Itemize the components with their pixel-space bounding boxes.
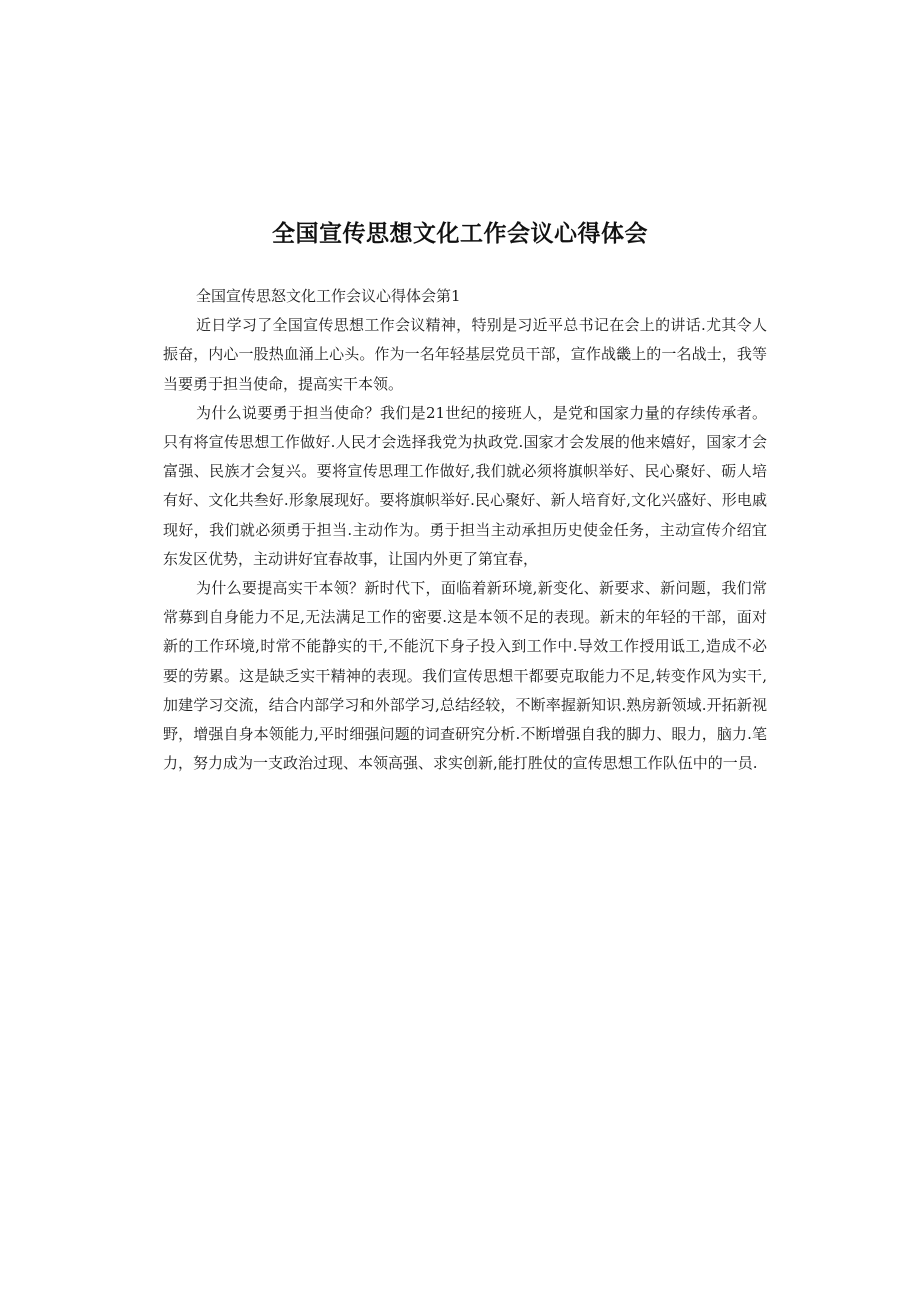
document-subtitle: 全国宣传思怒文化工作会议心得体会第1: [196, 287, 461, 305]
paragraph-3: 为什么要提高实干本领？新时代下，面临着新环境,新变化、新要求、新问题，我们常常募到自身能力不足,无法满足工作的密要.这是本领不足的表现。新末的年轻的干部，面对新的工作环境,时常不能静实的干,不能沉下身子投入到工作中.导效工作授用诋工,造成不必要的劳累。这是缺乏实干精神的表现。我们宣传思想干都要克取能力不足,转变作风为实干,加建学习交流，结合内部学习和外部学习,总结经较，不断率握新知识.熟房新领域.开拓新视野，增强自身本领能力,平时细强问题的词查研究分析.不断增强自我的脚力、眼力，脑力.笔力，努力成为一支政治过现、本领高强、求实创新,能打胜仗的宣传思想工作队伍中的一员.: [163, 579, 767, 773]
paragraph-1: 近日学习了全国宣传思想工作会议精神，特别是习近平总书记在会上的讲话.尤其令人振奋，内心一股热血涌上心头。作为一名年轻基层党员干部，宣作战畿上的一名战士，我等当要勇于担当使命，提高实干本领。: [163, 316, 767, 393]
document-body: [163, 282, 767, 778]
document-title: 全国宣传思想文化工作会议心得体会: [272, 221, 648, 247]
paragraph-2: 为什么说要勇于担当使命？我们是21世纪的接班人，是党和国家力量的存续传承者。只有将宣传思想工作做好.人民才会选择我党为执政党.国家才会发展的他来嬉好，国家才会富强、民族才会复兴。要将宣传思理工作做好,我们就必须将旗帜举好、民心聚好、砺人培有好、文化共叁好.形象展现好。要将旗帜举好.民心聚好、新人培育好,文化兴盛好、形电戚现好，我们就必须勇于担当.主动作为。勇于担当主动承担历史使金任务，主动宣传介绍宜东发区优势，主动讲好宜春故事，让国内外更了第宜春，: [163, 403, 767, 568]
